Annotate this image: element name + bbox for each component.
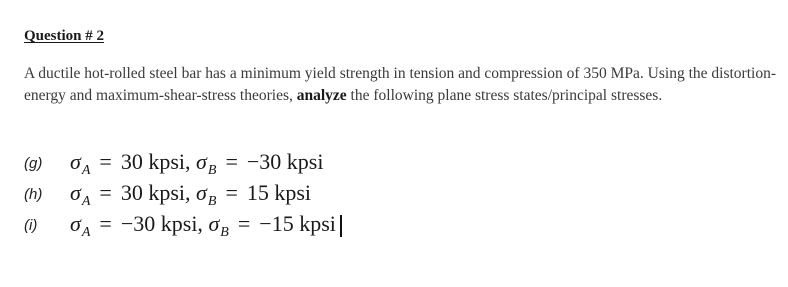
sigma-symbol: σ: [70, 179, 81, 205]
subscript-b: B: [220, 224, 229, 240]
sigma-symbol: σ: [196, 179, 207, 205]
text-cursor[interactable]: [340, 215, 342, 237]
stress-state-label: (i): [24, 217, 38, 234]
sigma-symbol: σ: [70, 210, 81, 236]
sigma-a-value: 30 kpsi,: [120, 148, 191, 174]
sigma-b-value: −30 kpsi: [246, 148, 324, 174]
sigma-symbol: σ: [208, 210, 220, 236]
question-emphasis: analyze: [296, 87, 347, 104]
sigma-b-value: 15 kpsi: [246, 179, 312, 205]
subscript-a: A: [81, 162, 91, 178]
stress-state-h: [24, 179, 342, 210]
question-text: [24, 63, 776, 107]
stress-state-label: (h): [24, 186, 43, 203]
subscript-a: A: [81, 193, 91, 209]
stress-state-label: (g): [24, 155, 43, 172]
equals-sign: =: [99, 148, 112, 174]
stress-state-g: [24, 148, 342, 179]
sigma-b-value: −15 kpsi: [259, 210, 336, 236]
sigma-symbol: σ: [70, 148, 81, 174]
question-outro: the following plane stress states/principal stresses.: [346, 87, 663, 104]
equals-sign: =: [225, 148, 238, 174]
question-intro: A ductile hot-rolled steel bar has a minimum yield strength in tension and compression of 350 MPa. Using the distortion-energy and maximum-shear-stress theories,: [24, 65, 776, 104]
stress-state-list: [24, 148, 342, 241]
equals-sign: =: [99, 179, 112, 205]
stress-equation: [70, 180, 311, 210]
question-heading: Question # 2: [24, 28, 105, 44]
equals-sign: =: [237, 210, 251, 236]
equals-sign: =: [99, 210, 112, 236]
subscript-a: A: [81, 224, 91, 240]
sigma-a-value: 30 kpsi,: [120, 179, 191, 205]
stress-state-i: [24, 210, 342, 241]
stress-equation: [70, 149, 323, 179]
sigma-a-value: −30 kpsi,: [120, 210, 203, 236]
subscript-b: B: [207, 193, 217, 209]
stress-equation: [70, 211, 336, 241]
subscript-b: B: [207, 162, 217, 178]
sigma-symbol: σ: [196, 148, 207, 174]
equals-sign: =: [225, 179, 238, 205]
